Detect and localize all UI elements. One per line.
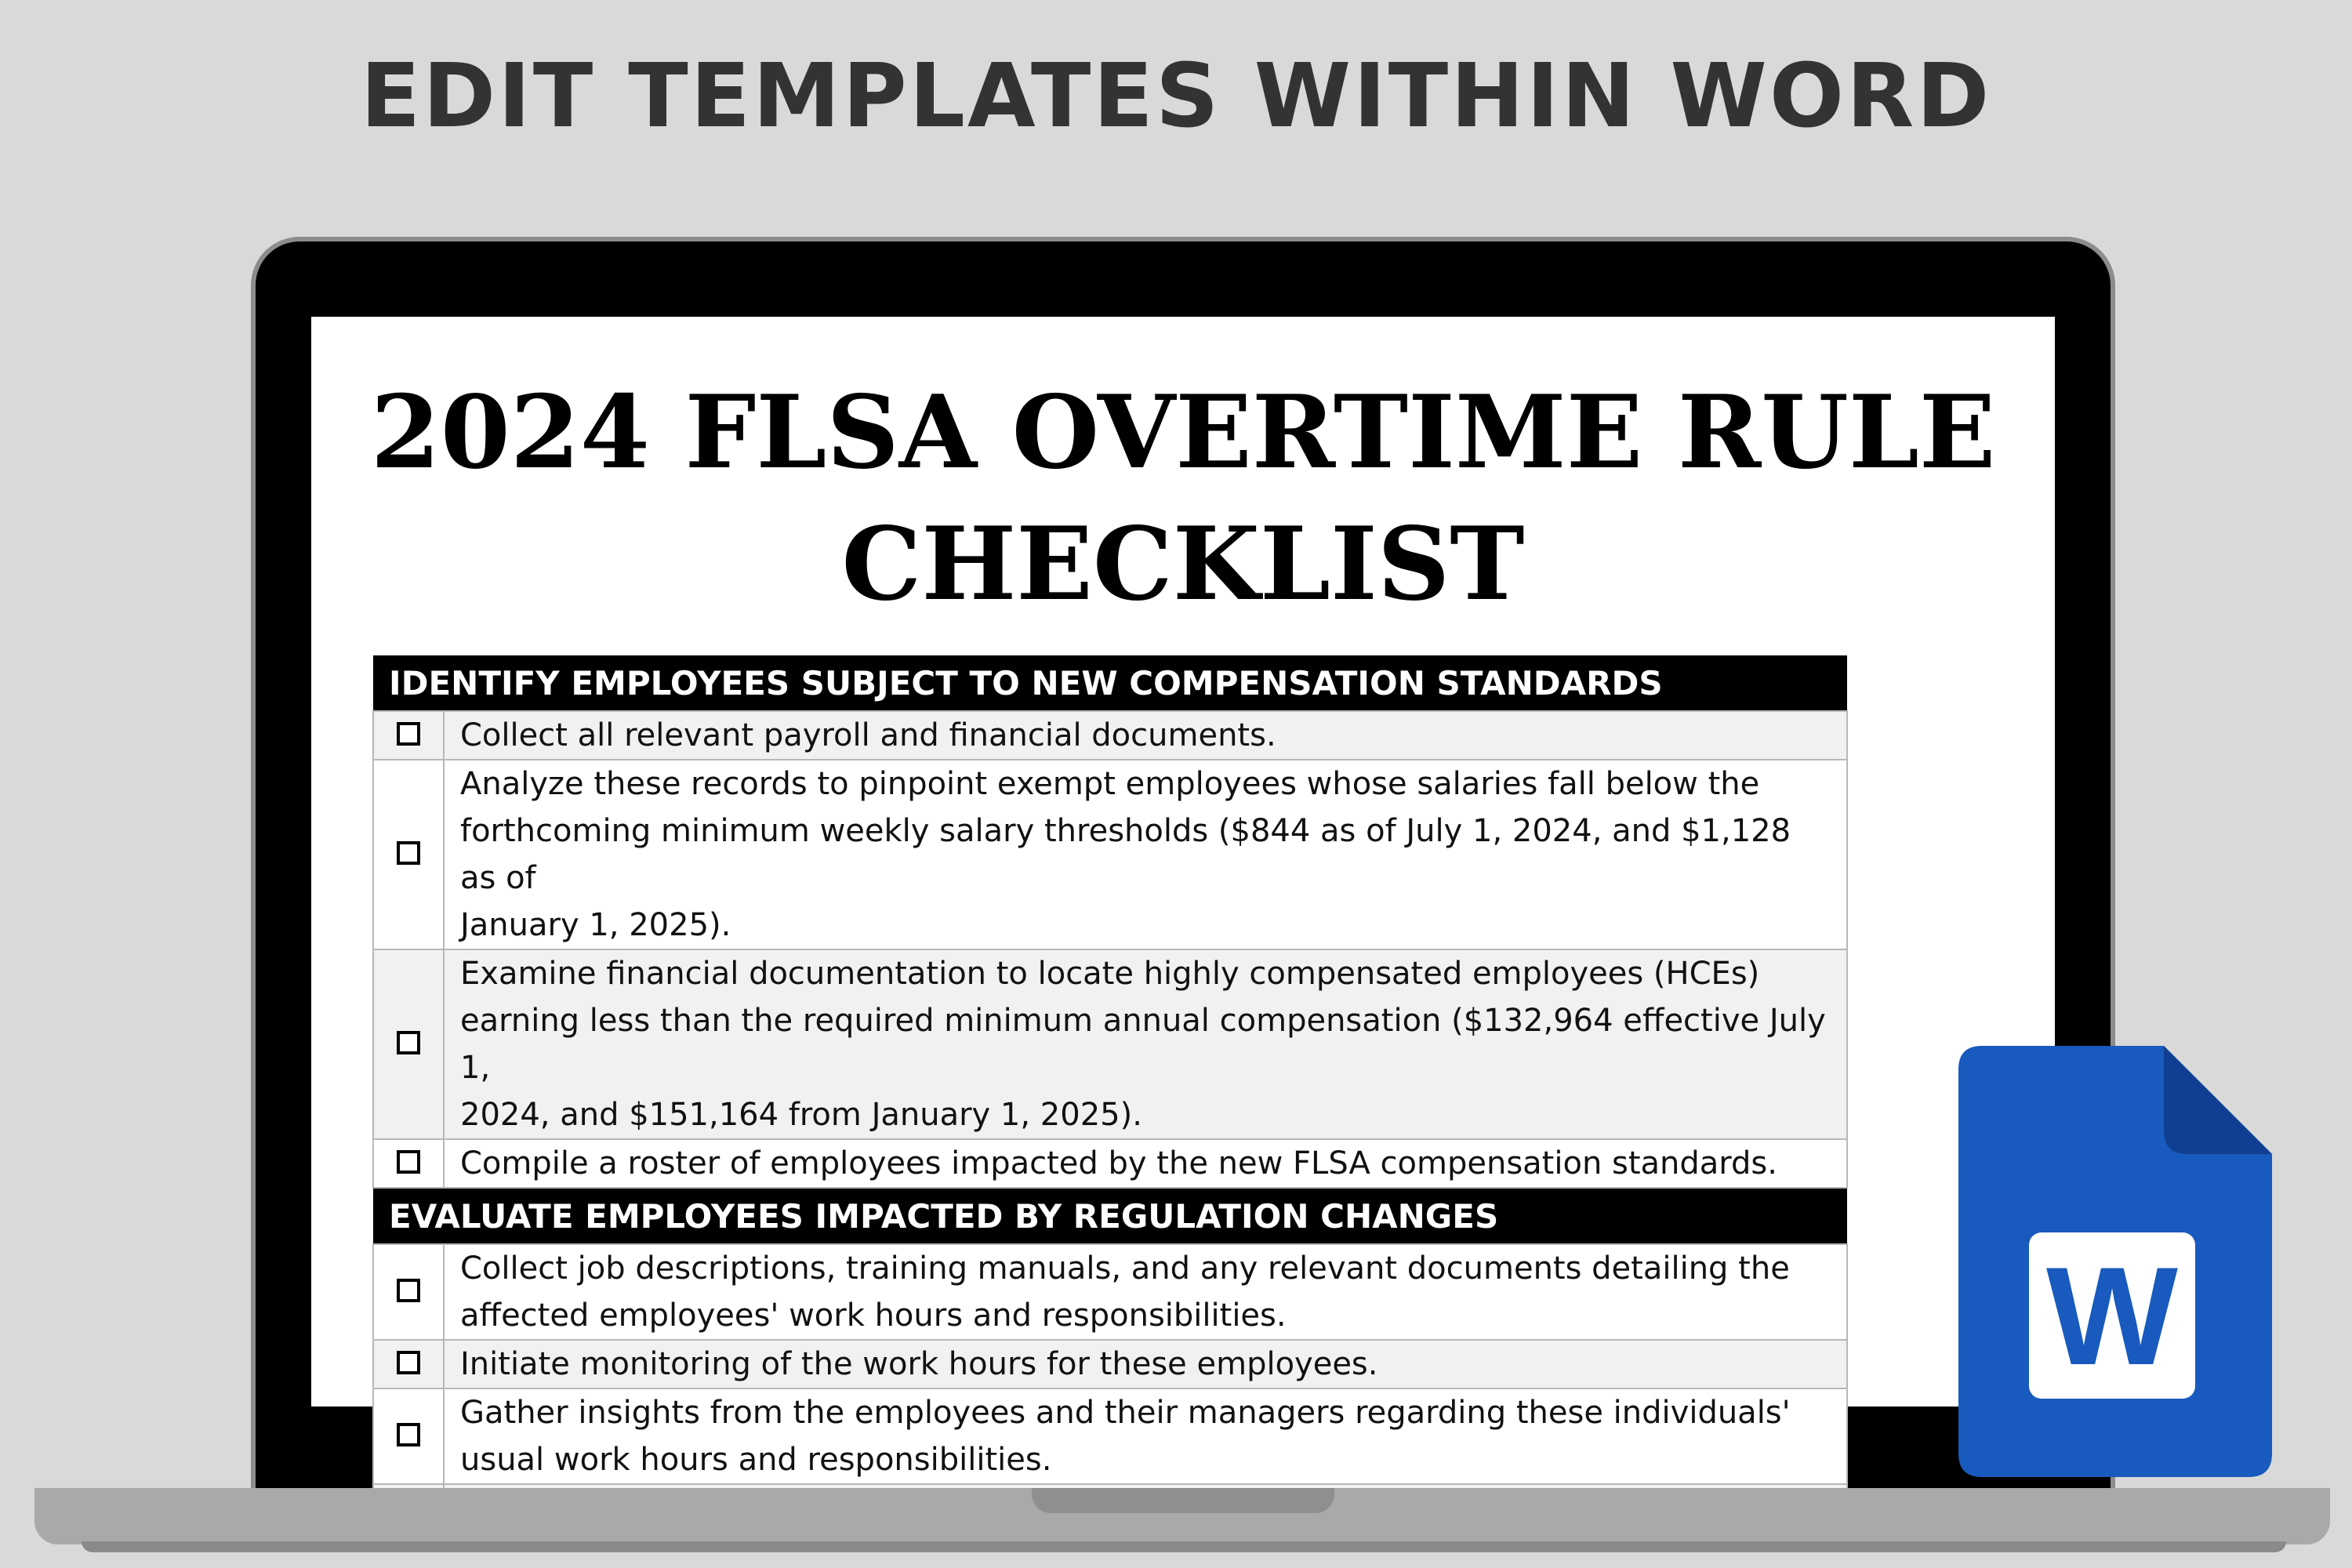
word-letter: W	[2045, 1238, 2179, 1394]
section-heading-row	[373, 655, 1847, 711]
checklist-item	[373, 1139, 1847, 1188]
checkbox-icon[interactable]	[397, 841, 420, 865]
checkbox-icon[interactable]	[397, 1351, 420, 1374]
checklist-item-text: Examine financial documentation to locate highly compensated employees (HCEs) earning less than the required minimum annual compensation ($132,964 effective July 1, 2024, and $151,164 from January 1, 2025).	[444, 949, 1847, 1139]
checklist-item-text: Collect job descriptions, training manuals, and any relevant documents detailing the affected employees' work hours and responsibilities.	[444, 1244, 1847, 1340]
checklist-table	[372, 655, 1848, 1534]
section-heading-row	[373, 1188, 1847, 1244]
section-heading: IDENTIFY EMPLOYEES SUBJECT TO NEW COMPENSATION STANDARDS	[373, 655, 1847, 711]
checkbox-icon[interactable]	[397, 722, 420, 746]
checklist-item	[373, 1340, 1847, 1388]
laptop-screen	[311, 317, 2055, 1478]
checklist-item-text: Gather insights from the employees and their managers regarding these individuals' usual work hours and responsibilities.	[444, 1388, 1847, 1484]
document-title-line-1: 2024 FLSA OVERTIME RULE	[370, 374, 1996, 492]
checkbox-icon[interactable]	[397, 1150, 420, 1174]
checkbox-icon[interactable]	[397, 1423, 420, 1446]
checklist-item-text: Initiate monitoring of the work hours for these employees.	[444, 1340, 1847, 1388]
word-document-icon	[1958, 1046, 2272, 1477]
checklist-item-text: Compile a roster of employees impacted by the new FLSA compensation standards.	[444, 1139, 1847, 1188]
document-title	[311, 367, 2055, 630]
checklist-item	[373, 711, 1847, 760]
checklist-item-text: Collect all relevant payroll and financial documents.	[444, 711, 1847, 760]
section-heading: EVALUATE EMPLOYEES IMPACTED BY REGULATION CHANGES	[373, 1188, 1847, 1244]
laptop-base-shadow	[82, 1541, 2286, 1552]
laptop-notch	[1032, 1488, 1334, 1513]
checklist-item	[373, 949, 1847, 1139]
checklist-item	[373, 1244, 1847, 1340]
document-title-line-2: CHECKLIST	[841, 506, 1525, 623]
checklist-item	[373, 760, 1847, 949]
word-document-fold	[2164, 1046, 2272, 1154]
checkbox-icon[interactable]	[397, 1031, 420, 1054]
checklist-item	[373, 1388, 1847, 1484]
checkbox-icon[interactable]	[397, 1279, 420, 1302]
checklist-item-text: Analyze these records to pinpoint exempt employees whose salaries fall below the forthcoming minimum weekly salary thresholds ($844 as of July 1, 2024, and $1,128 as of January 1, 2025).	[444, 760, 1847, 949]
promo-banner-title: EDIT TEMPLATES WITHIN WORD	[360, 45, 1992, 147]
